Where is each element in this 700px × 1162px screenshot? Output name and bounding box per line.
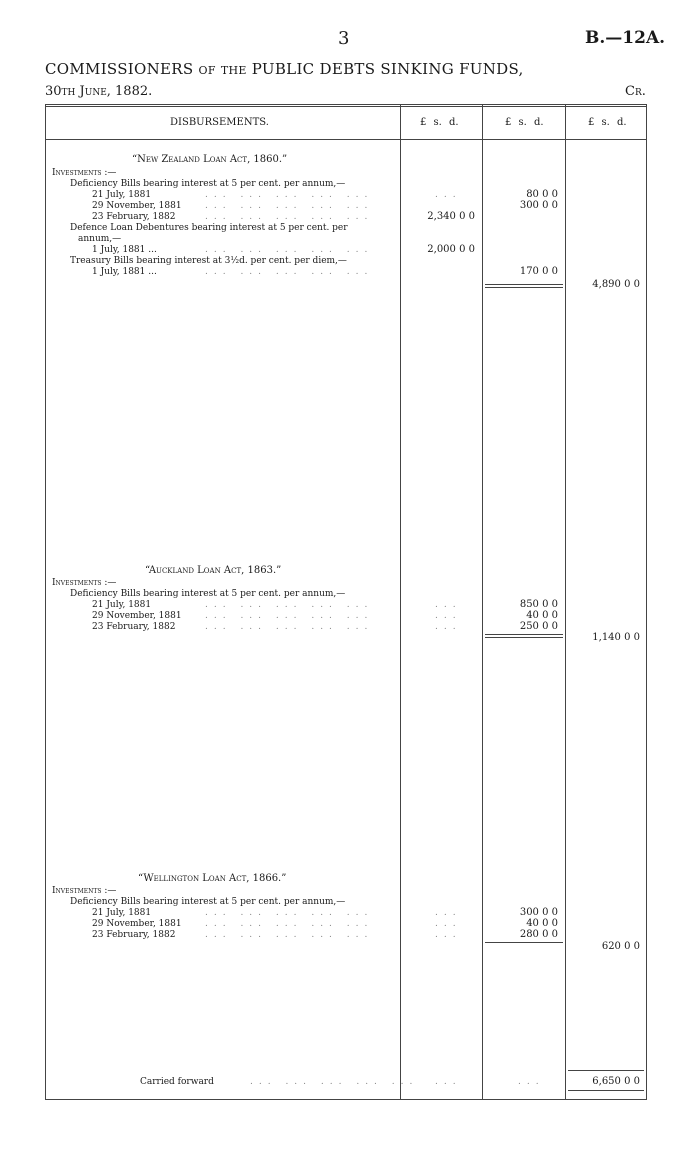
leader-dots: ...: [435, 930, 462, 940]
entry-amount: 250 0 0: [519, 621, 558, 632]
investments-label: Investments :—: [52, 886, 117, 896]
section-heading: “New Zealand Loan Act, 1860.”: [132, 154, 288, 165]
leader-dots: ... ... ... ... ...: [205, 611, 374, 621]
section-heading: “Wellington Loan Act, 1866.”: [138, 873, 287, 884]
leader-dots: ...: [435, 919, 462, 929]
defence-loan-label: Defence Loan Debentures bearing interest at 5 per cent. per: [70, 223, 348, 233]
leader-dots: ... ... ... ... ...: [205, 245, 374, 255]
table-right-border: [646, 104, 647, 1100]
subtotal-rule: [485, 637, 563, 638]
amount-column-heading-3: £ s. d.: [588, 117, 627, 128]
treasury-bills-label: Treasury Bills bearing interest at 3½d. per cent. per diem,—: [70, 256, 347, 266]
section-heading: “Auckland Loan Act, 1863.”: [145, 565, 282, 576]
page-number: 3: [338, 28, 350, 49]
deficiency-bills-label: Deficiency Bills bearing interest at 5 per cent. per annum,—: [70, 179, 346, 189]
leader-dots: ...: [518, 1077, 545, 1087]
table-bottom-border: [45, 1099, 647, 1100]
leader-dots: ...: [435, 1077, 462, 1087]
investments-label: Investments :—: [52, 578, 117, 588]
entry-date: 21 July, 1881: [92, 908, 152, 918]
leader-dots: ...: [435, 611, 462, 621]
page-title: COMMISSIONERS of the PUBLIC DEBTS SINKING FUNDS,: [45, 60, 524, 78]
entry-date: 29 November, 1881: [92, 201, 182, 211]
leader-dots: ... ... ... ... ...: [205, 212, 374, 222]
leader-dots: ... ... ... ... ...: [205, 919, 374, 929]
subtotal-rule: [485, 287, 563, 288]
defence-loan-label-cont: annum,—: [78, 234, 122, 244]
leader-dots: ...: [435, 600, 462, 610]
column-divider-1: [400, 104, 401, 1100]
entry-date: 29 November, 1881: [92, 919, 182, 929]
column-divider-3: [565, 104, 566, 1100]
entry-amount: 2,340 0 0: [427, 211, 475, 222]
credit-side-label: Cr.: [625, 84, 646, 99]
total-rule: [568, 1070, 644, 1071]
subtotal-rule: [485, 634, 563, 635]
total-rule: [568, 1090, 644, 1091]
table-left-border: [45, 104, 46, 1100]
section-total: 1,140 0 0: [592, 632, 640, 643]
entry-amount: 280 0 0: [519, 929, 558, 940]
leader-dots: ... ... ... ... ...: [205, 622, 374, 632]
table-top-border: [45, 104, 647, 105]
leader-dots: ...: [435, 190, 462, 200]
section-total: 4,890 0 0: [592, 279, 640, 290]
leader-dots: ... ... ... ... ...: [205, 908, 374, 918]
entry-date: 23 February, 1882: [92, 212, 176, 222]
leader-dots: ... ... ... ... ...: [250, 1077, 419, 1087]
leader-dots: ... ... ... ... ...: [205, 267, 374, 277]
amount-column-heading-2: £ s. d.: [505, 117, 544, 128]
leader-dots: ... ... ... ... ...: [205, 201, 374, 211]
subtotal-rule: [485, 942, 563, 943]
header-rule: [45, 139, 647, 140]
entry-date: 23 February, 1882: [92, 930, 176, 940]
table-top-border-inner: [45, 106, 647, 107]
entry-date: 29 November, 1881: [92, 611, 182, 621]
entry-date: 21 July, 1881: [92, 190, 152, 200]
leader-dots: ...: [435, 908, 462, 918]
entry-amount: 40 0 0: [526, 610, 558, 621]
investments-label: Investments :—: [52, 168, 117, 178]
entry-date: 1 July, 1881 ...: [92, 245, 157, 255]
entry-date: 23 February, 1882: [92, 622, 176, 632]
entry-amount: 300 0 0: [519, 907, 558, 918]
carried-forward-total: 6,650 0 0: [592, 1076, 640, 1087]
section-total: 620 0 0: [601, 941, 640, 952]
leader-dots: ... ... ... ... ...: [205, 930, 374, 940]
entry-amount: 170 0 0: [519, 266, 558, 277]
leader-dots: ... ... ... ... ...: [205, 600, 374, 610]
entry-date: 21 July, 1881: [92, 600, 152, 610]
leader-dots: ... ... ... ... ...: [205, 190, 374, 200]
deficiency-bills-label: Deficiency Bills bearing interest at 5 per cent. per annum,—: [70, 897, 346, 907]
entry-amount: 850 0 0: [519, 599, 558, 610]
document-reference: B.—12A.: [585, 28, 666, 48]
entry-amount: 40 0 0: [526, 918, 558, 929]
subtotal-rule: [485, 284, 563, 285]
amount-column-heading-1: £ s. d.: [420, 117, 459, 128]
deficiency-bills-label: Deficiency Bills bearing interest at 5 per cent. per annum,—: [70, 589, 346, 599]
entry-date: 1 July, 1881 ...: [92, 267, 157, 277]
entry-amount: 80 0 0: [526, 189, 558, 200]
statement-date: 30th June, 1882.: [45, 84, 153, 99]
disbursements-heading: DISBURSEMENTS.: [170, 117, 269, 128]
leader-dots: ...: [435, 622, 462, 632]
entry-amount: 300 0 0: [519, 200, 558, 211]
carried-forward-label: Carried forward: [140, 1077, 214, 1087]
entry-amount: 2,000 0 0: [427, 244, 475, 255]
column-divider-2: [482, 104, 483, 1100]
